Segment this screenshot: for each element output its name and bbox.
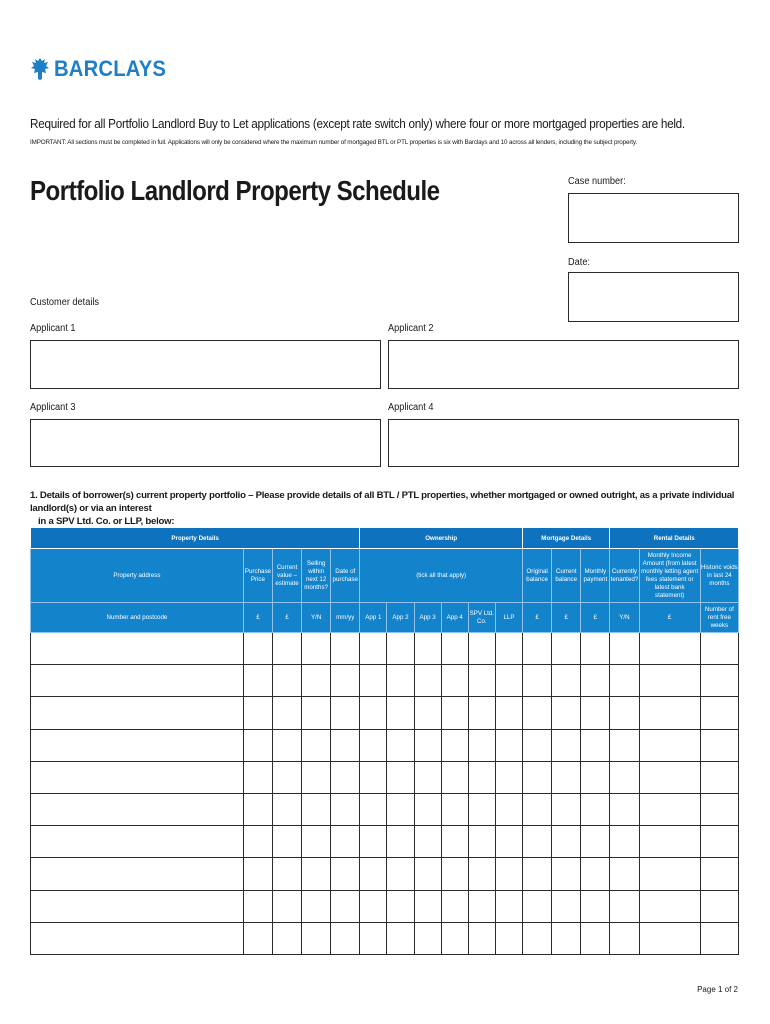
brand-name: BARCLAYS	[54, 56, 167, 81]
applicant-1-label: Applicant 1	[30, 323, 76, 334]
table-cell[interactable]	[581, 922, 610, 954]
table-cell[interactable]	[552, 697, 581, 729]
table-cell[interactable]	[414, 761, 441, 793]
table-cell[interactable]	[495, 665, 522, 697]
table-cell[interactable]	[414, 697, 441, 729]
table-cell[interactable]	[302, 761, 331, 793]
table-cell[interactable]	[31, 858, 244, 890]
applicant-3-field[interactable]	[30, 419, 381, 467]
table-cell[interactable]	[468, 665, 495, 697]
table-cell[interactable]	[468, 761, 495, 793]
table-cell[interactable]	[302, 633, 331, 665]
table-cell[interactable]	[441, 729, 468, 761]
table-cell[interactable]	[495, 633, 522, 665]
sub-income-currency: £	[639, 603, 700, 633]
table-cell[interactable]	[639, 633, 700, 665]
table-cell[interactable]	[31, 633, 244, 665]
table-cell[interactable]	[31, 697, 244, 729]
table-row	[31, 761, 739, 793]
applicant-1-field[interactable]	[30, 340, 381, 389]
case-number-label: Case number:	[568, 176, 626, 187]
col-monthly-payment: Monthly payment	[581, 549, 610, 603]
table-cell[interactable]	[468, 858, 495, 890]
table-cell[interactable]	[581, 761, 610, 793]
table-cell[interactable]	[495, 793, 522, 825]
table-cell[interactable]	[700, 697, 738, 729]
table-cell[interactable]	[360, 729, 387, 761]
table-cell[interactable]	[272, 826, 301, 858]
table-cell[interactable]	[387, 922, 414, 954]
property-portfolio-table	[30, 527, 739, 955]
table-cell[interactable]	[639, 890, 700, 922]
table-cell[interactable]	[639, 922, 700, 954]
table-cell[interactable]	[639, 665, 700, 697]
requirement-text: Required for all Portfolio Landlord Buy to Let applications (except rate switch only) where four or more mortgaged properties are held.	[30, 117, 685, 131]
table-cell[interactable]	[441, 922, 468, 954]
group-ownership: Ownership	[360, 528, 523, 549]
table-cell[interactable]	[331, 761, 360, 793]
table-cell[interactable]	[639, 761, 700, 793]
table-cell[interactable]	[523, 858, 552, 890]
table-cell[interactable]	[387, 665, 414, 697]
table-cell[interactable]	[610, 633, 639, 665]
table-cell[interactable]	[495, 697, 522, 729]
table-cell[interactable]	[468, 793, 495, 825]
table-cell[interactable]	[302, 890, 331, 922]
table-row	[31, 697, 739, 729]
table-cell[interactable]	[610, 665, 639, 697]
table-cell[interactable]	[523, 633, 552, 665]
section-1-line-1: 1. Details of borrower(s) current property portfolio – Please provide details of all BTL / PTL properties, whether mortgaged or owned outright, as a private individual landlord(s) or via an interest	[30, 490, 735, 514]
table-cell[interactable]	[552, 761, 581, 793]
table-cell[interactable]	[414, 665, 441, 697]
table-cell[interactable]	[243, 793, 272, 825]
table-cell[interactable]	[360, 665, 387, 697]
table-cell[interactable]	[441, 858, 468, 890]
table-cell[interactable]	[639, 858, 700, 890]
table-cell[interactable]	[441, 890, 468, 922]
table-cell[interactable]	[639, 697, 700, 729]
table-cell[interactable]	[243, 826, 272, 858]
table-cell[interactable]	[360, 922, 387, 954]
table-row	[31, 858, 739, 890]
group-rental-details: Rental Details	[610, 528, 739, 549]
table-cell[interactable]	[302, 922, 331, 954]
applicant-3-label: Applicant 3	[30, 402, 76, 413]
table-cell[interactable]	[581, 826, 610, 858]
table-cell[interactable]	[360, 633, 387, 665]
table-cell[interactable]	[552, 729, 581, 761]
table-cell[interactable]	[272, 890, 301, 922]
table-cell[interactable]	[468, 697, 495, 729]
table-cell[interactable]	[523, 890, 552, 922]
table-cell[interactable]	[331, 858, 360, 890]
sub-llp: LLP	[495, 603, 522, 633]
table-cell[interactable]	[700, 922, 738, 954]
table-cell[interactable]	[581, 665, 610, 697]
table-cell[interactable]	[523, 729, 552, 761]
sub-tenanted-yn: Y/N	[610, 603, 639, 633]
page-title: Portfolio Landlord Property Schedule	[30, 175, 440, 206]
table-cell[interactable]	[31, 826, 244, 858]
table-cell[interactable]	[272, 761, 301, 793]
table-cell[interactable]	[272, 858, 301, 890]
table-cell[interactable]	[441, 665, 468, 697]
table-cell[interactable]	[414, 890, 441, 922]
table-cell[interactable]	[31, 922, 244, 954]
table-cell[interactable]	[272, 633, 301, 665]
sub-current-currency: £	[552, 603, 581, 633]
table-cell[interactable]	[441, 793, 468, 825]
date-label: Date:	[568, 257, 590, 268]
table-cell[interactable]	[331, 665, 360, 697]
group-mortgage-details: Mortgage Details	[523, 528, 610, 549]
page-number: Page 1 of 2	[697, 985, 738, 994]
table-cell[interactable]	[495, 761, 522, 793]
table-cell[interactable]	[581, 890, 610, 922]
table-cell[interactable]	[243, 729, 272, 761]
table-cell[interactable]	[610, 922, 639, 954]
sub-payment-currency: £	[581, 603, 610, 633]
table-cell[interactable]	[414, 922, 441, 954]
sub-purchase-currency: £	[243, 603, 272, 633]
table-cell[interactable]	[272, 665, 301, 697]
table-cell[interactable]	[495, 729, 522, 761]
case-number-field[interactable]	[568, 193, 739, 243]
table-cell[interactable]	[414, 793, 441, 825]
table-cell[interactable]	[610, 890, 639, 922]
table-cell[interactable]	[581, 793, 610, 825]
sub-selling-yn: Y/N	[302, 603, 331, 633]
table-cell[interactable]	[302, 826, 331, 858]
table-cell[interactable]	[387, 761, 414, 793]
customer-details-heading: Customer details	[30, 297, 100, 308]
table-cell[interactable]	[360, 858, 387, 890]
table-cell[interactable]	[639, 826, 700, 858]
table-cell[interactable]	[700, 761, 738, 793]
table-cell[interactable]	[243, 922, 272, 954]
table-cell[interactable]	[610, 858, 639, 890]
table-cell[interactable]	[495, 890, 522, 922]
table-cell[interactable]	[272, 793, 301, 825]
table-cell[interactable]	[552, 793, 581, 825]
table-cell[interactable]	[639, 793, 700, 825]
table-cell[interactable]	[700, 858, 738, 890]
table-cell[interactable]	[468, 922, 495, 954]
table-cell[interactable]	[243, 890, 272, 922]
table-cell[interactable]	[700, 729, 738, 761]
table-cell[interactable]	[302, 729, 331, 761]
table-cell[interactable]	[610, 697, 639, 729]
table-cell[interactable]	[331, 697, 360, 729]
table-cell[interactable]	[414, 633, 441, 665]
table-cell[interactable]	[243, 858, 272, 890]
table-cell[interactable]	[387, 633, 414, 665]
table-cell[interactable]	[495, 922, 522, 954]
table-cell[interactable]	[331, 729, 360, 761]
applicant-2-field[interactable]	[388, 340, 739, 389]
table-cell[interactable]	[441, 826, 468, 858]
col-purchase-price: Purchase Price	[243, 549, 272, 603]
table-cell[interactable]	[700, 665, 738, 697]
sub-app-1: App 1	[360, 603, 387, 633]
col-current-balance: Current balance	[552, 549, 581, 603]
table-cell[interactable]	[302, 697, 331, 729]
sub-number-postcode: Number and postcode	[31, 603, 244, 633]
table-cell[interactable]	[302, 665, 331, 697]
table-cell[interactable]	[700, 633, 738, 665]
applicant-4-label: Applicant 4	[388, 402, 434, 413]
table-cell[interactable]	[360, 761, 387, 793]
table-cell[interactable]	[441, 761, 468, 793]
table-cell[interactable]	[360, 697, 387, 729]
table-cell[interactable]	[610, 761, 639, 793]
table-row	[31, 890, 739, 922]
table-cell[interactable]	[414, 858, 441, 890]
table-cell[interactable]	[243, 697, 272, 729]
table-cell[interactable]	[331, 922, 360, 954]
col-date-of-purchase: Date of purchase	[331, 549, 360, 603]
sub-app-3: App 3	[414, 603, 441, 633]
table-cell[interactable]	[243, 633, 272, 665]
table-cell[interactable]	[414, 729, 441, 761]
table-cell[interactable]	[302, 793, 331, 825]
table-cell[interactable]	[468, 729, 495, 761]
table-cell[interactable]	[610, 793, 639, 825]
table-cell[interactable]	[360, 793, 387, 825]
table-cell[interactable]	[441, 697, 468, 729]
section-1-line-2: in a SPV Ltd. Co. or LLP, below:	[38, 516, 175, 527]
section-1-heading	[30, 489, 750, 528]
table-row	[31, 793, 739, 825]
col-monthly-income: Monthly Income Amount (from latest monthly letting agent fees statement or latest bank statement)	[639, 549, 700, 603]
table-cell[interactable]	[302, 858, 331, 890]
table-cell[interactable]	[468, 890, 495, 922]
table-cell[interactable]	[272, 922, 301, 954]
table-cell[interactable]	[387, 858, 414, 890]
sub-app-2: App 2	[387, 603, 414, 633]
table-cell[interactable]	[581, 858, 610, 890]
group-property-details: Property Details	[31, 528, 360, 549]
table-cell[interactable]	[243, 761, 272, 793]
table-cell[interactable]	[387, 697, 414, 729]
table-cell[interactable]	[468, 633, 495, 665]
col-historic-voids: Historic voids in last 24 months	[700, 549, 738, 603]
table-cell[interactable]	[31, 890, 244, 922]
table-cell[interactable]	[581, 633, 610, 665]
sub-value-currency: £	[272, 603, 301, 633]
table-cell[interactable]	[360, 890, 387, 922]
table-cell[interactable]	[387, 890, 414, 922]
eagle-icon	[30, 57, 50, 81]
table-cell[interactable]	[552, 633, 581, 665]
table-cell[interactable]	[360, 826, 387, 858]
table-cell[interactable]	[331, 826, 360, 858]
table-cell[interactable]	[31, 729, 244, 761]
table-cell[interactable]	[331, 633, 360, 665]
table-cell[interactable]	[523, 665, 552, 697]
col-current-value: Current value – estimate	[272, 549, 301, 603]
col-tick-all: (tick all that apply)	[360, 549, 523, 603]
table-row	[31, 665, 739, 697]
col-original-balance: Original balance	[523, 549, 552, 603]
col-selling: Selling within next 12 months?	[302, 549, 331, 603]
col-property-address: Property address	[31, 549, 244, 603]
important-note: IMPORTANT: All sections must be completed in full. Applications will only be considered where the maximum number of mortgaged BTL or PTL properties is six with Barclays and 10 across all lenders, including the subject property.	[30, 139, 638, 146]
table-cell[interactable]	[610, 826, 639, 858]
table-row	[31, 826, 739, 858]
table-cell[interactable]	[414, 826, 441, 858]
table-cell[interactable]	[387, 729, 414, 761]
table-cell[interactable]	[552, 890, 581, 922]
table-row	[31, 729, 739, 761]
table-cell[interactable]	[272, 697, 301, 729]
table-cell[interactable]	[495, 826, 522, 858]
table-cell[interactable]	[523, 697, 552, 729]
table-cell[interactable]	[31, 665, 244, 697]
table-cell[interactable]	[468, 826, 495, 858]
table-cell[interactable]	[523, 793, 552, 825]
table-row	[31, 633, 739, 665]
table-cell[interactable]	[523, 761, 552, 793]
applicant-4-field[interactable]	[388, 419, 739, 467]
table-cell[interactable]	[523, 826, 552, 858]
table-cell[interactable]	[331, 793, 360, 825]
sub-rent-free-weeks: Number of rent free weeks	[700, 603, 738, 633]
col-currently-tenanted: Currently tenanted?	[610, 549, 639, 603]
table-cell[interactable]	[552, 922, 581, 954]
sub-spv: SPV Ltd. Co.	[468, 603, 495, 633]
table-cell[interactable]	[700, 826, 738, 858]
table-cell[interactable]	[387, 826, 414, 858]
table-cell[interactable]	[272, 729, 301, 761]
sub-original-currency: £	[523, 603, 552, 633]
date-field[interactable]	[568, 272, 739, 322]
table-cell[interactable]	[523, 922, 552, 954]
sub-date-format: mm/yy	[331, 603, 360, 633]
table-cell[interactable]	[581, 729, 610, 761]
applicant-2-label: Applicant 2	[388, 323, 434, 334]
table-cell[interactable]	[441, 633, 468, 665]
table-cell[interactable]	[552, 858, 581, 890]
table-row	[31, 922, 739, 954]
table-cell[interactable]	[387, 793, 414, 825]
table-cell[interactable]	[552, 826, 581, 858]
table-cell[interactable]	[700, 793, 738, 825]
table-cell[interactable]	[700, 890, 738, 922]
table-cell[interactable]	[552, 665, 581, 697]
table-cell[interactable]	[243, 665, 272, 697]
table-cell[interactable]	[31, 793, 244, 825]
sub-app-4: App 4	[441, 603, 468, 633]
table-cell[interactable]	[495, 858, 522, 890]
table-cell[interactable]	[610, 729, 639, 761]
table-cell[interactable]	[31, 761, 244, 793]
table-cell[interactable]	[581, 697, 610, 729]
table-cell[interactable]	[639, 729, 700, 761]
table-cell[interactable]	[331, 890, 360, 922]
barclays-logo	[30, 56, 176, 82]
